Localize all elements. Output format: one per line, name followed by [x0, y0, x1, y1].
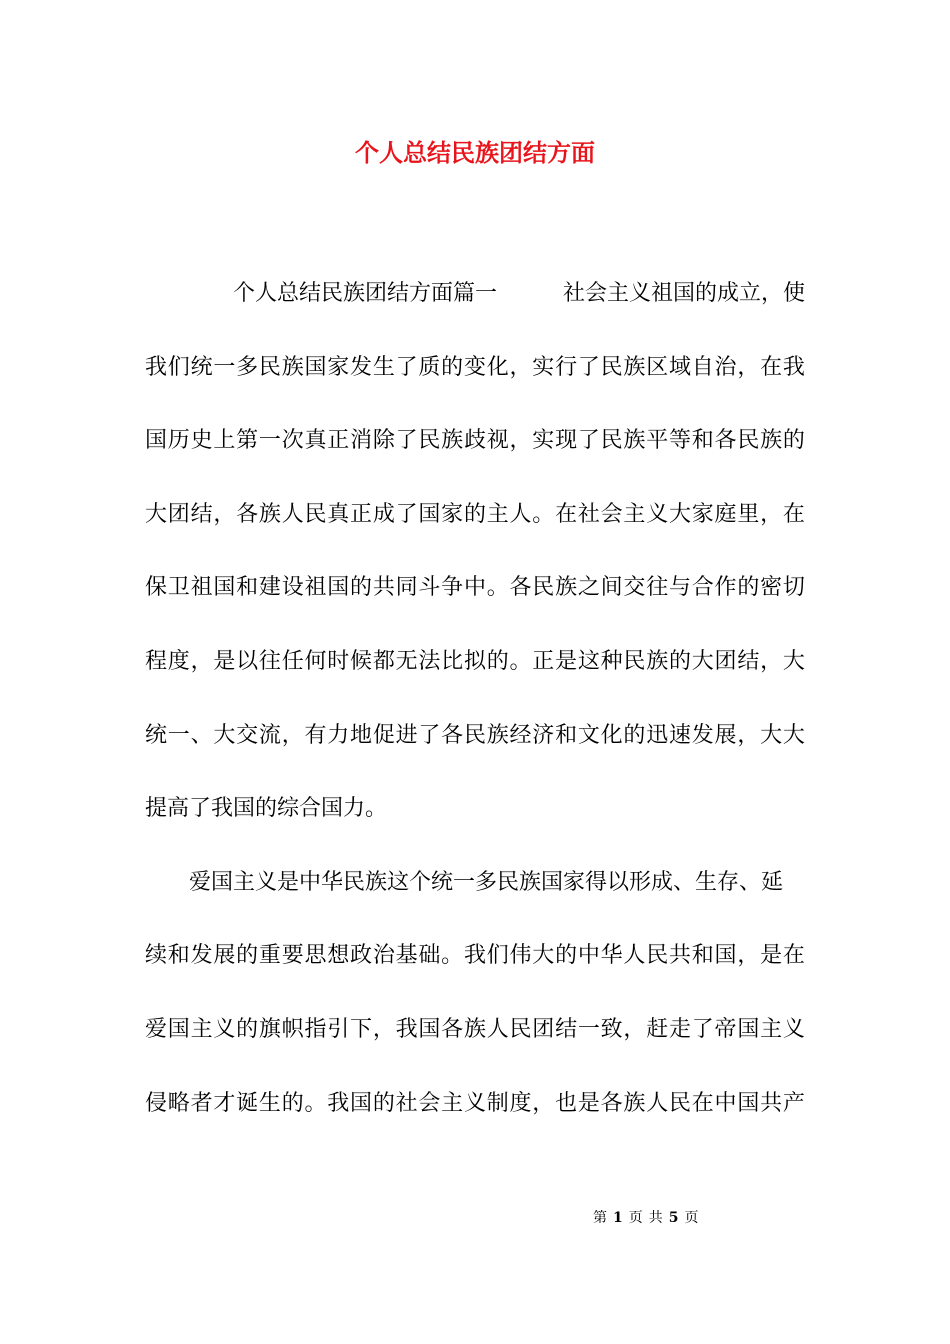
footer-page-number: 1 [613, 1210, 623, 1226]
paragraph-1-line-4: 大 团 结 ， 各 族 人 民 真 正 成 了 国 家 的 主 人 。 在 社 会 主 义 大 家 庭 里 ， 在 [145, 501, 805, 527]
paragraph-2-line-4: 侵 略 者 才 诞 生 的 。 我 国 的 社 会 主 义 制 度 ， 也 是 各 族 人 民 在 中 国 共 产 [145, 1090, 805, 1116]
document-title: 个人总结民族团结方面 [355, 138, 595, 167]
paragraph-2-line-2: 续 和 发 展 的 重 要 思 想 政 治 基 础 。 我 们 伟 大 的 中 华 人 民 共 和 国 ， 是 在 [145, 943, 805, 969]
document-body [145, 274, 805, 1157]
paragraph-1-line-1-text: 社会主义祖国的成立，使 [562, 281, 805, 306]
page-footer [593, 1208, 705, 1228]
paragraph-1-line-5: 保 卫 祖 国 和 建 设 祖 国 的 共 同 斗 争 中 。 各 民 族 之 间 交 往 与 合 作 的 密 切 [145, 575, 805, 601]
footer-suffix: 页 [684, 1210, 699, 1226]
footer-total-pages: 5 [668, 1210, 679, 1226]
paragraph-1-heading: 个人总结民族团结方面篇一 [233, 281, 498, 306]
paragraph-1-line-6: 程 度 ， 是 以 往 任 何 时 候 都 无 法 比 拟 的 。 正 是 这 种 民 族 的 大 团 结 ， 大 [145, 648, 805, 674]
paragraph-1-line-2: 我 们 统 一 多 民 族 国 家 发 生 了 质 的 变 化 ， 实 行 了 民 族 区 域 自 治 ， 在 我 [145, 354, 805, 380]
paragraph-1-line-7: 统 一 、 大 交 流 ， 有 力 地 促 进 了 各 民 族 经 济 和 文 化 的 迅 速 发 展 ， 大 大 [145, 722, 805, 748]
footer-mid-2: 共 [648, 1210, 663, 1226]
paragraph-2-line-1-text: 爱国主义是中华民族这个统一多民族国家得以形成、生存、延 [189, 869, 784, 895]
paragraph-2-line-3: 爱 国 主 义 的 旗 帜 指 引 下 ， 我 国 各 族 人 民 团 结 一 致 ， 赶 走 了 帝 国 主 义 [145, 1016, 805, 1042]
paragraph-1-line-3: 国 历 史 上 第 一 次 真 正 消 除 了 民 族 歧 视 ， 实 现 了 民 族 平 等 和 各 民 族 的 [145, 428, 805, 454]
paragraph-1-line-1 [145, 274, 805, 348]
paragraph-1-line-8: 提高了我国的综合国力。 [145, 796, 388, 822]
footer-prefix: 第 [593, 1210, 607, 1226]
paragraph-2-line-1 [145, 863, 805, 937]
footer-mid-1: 页 [628, 1210, 643, 1226]
